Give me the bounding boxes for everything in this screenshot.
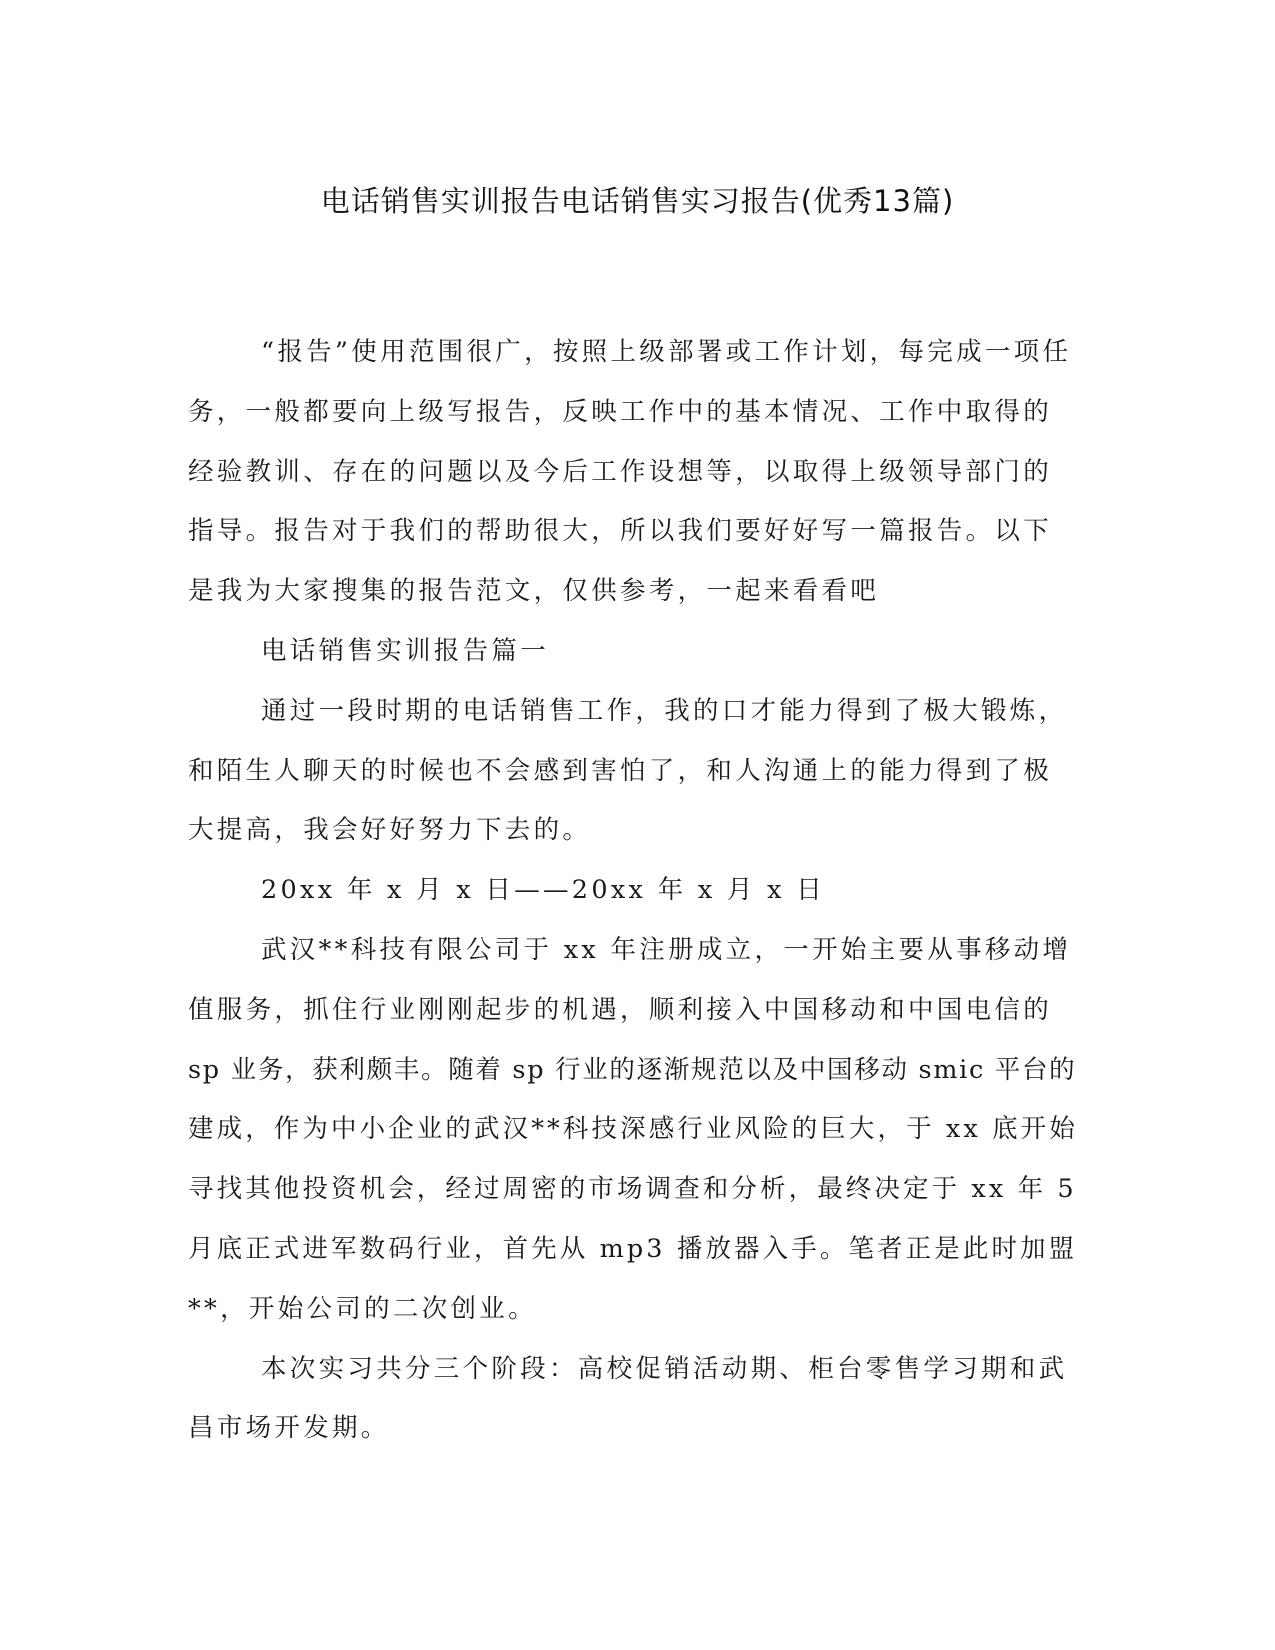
section-heading <box>188 622 1078 682</box>
text-line: 值服务，抓住行业刚刚起步的机遇，顺利接入中国移动和中国电信的 <box>188 994 1053 1025</box>
text-line: 通过一段时期的电话销售工作，我的口才能力得到了极大锻炼， <box>261 695 1068 726</box>
text-line: **，开始公司的二次创业。 <box>188 1293 537 1324</box>
text-line: 指导。报告对于我们的帮助很大，所以我们要好好写一篇报告。以下 <box>188 516 1053 547</box>
text-line: 月底正式进军数码行业，首先从 mp3 播放器入手。笔者正是此时加盟 <box>188 1233 1078 1264</box>
paragraph-stages <box>188 1340 1078 1460</box>
text-line: 20xx 年 x 月 x 日——20xx 年 x 月 x 日 <box>261 875 826 906</box>
text-line: 寻找其他投资机会，经过周密的市场调查和分析，最终决定于 xx 年 5 <box>188 1174 1077 1205</box>
text-line: 昌市场开发期。 <box>188 1413 390 1444</box>
paragraph-intro <box>188 323 1078 622</box>
text-line: 经验教训、存在的问题以及今后工作设想等，以取得上级领导部门的 <box>188 456 1053 487</box>
text-line: 是我为大家搜集的报告范文，仅供参考，一起来看看吧 <box>188 576 880 607</box>
text-line: 大提高，我会好好努力下去的。 <box>188 815 592 846</box>
text-line: 本次实习共分三个阶段：高校促销活动期、柜台零售学习期和武 <box>261 1353 1068 1384</box>
text-line: 务，一般都要向上级写报告，反映工作中的基本情况、工作中取得的 <box>188 396 1053 427</box>
text-line: 和陌生人聊天的时候也不会感到害怕了，和人沟通上的能力得到了极 <box>188 755 1053 786</box>
paragraph-date-range <box>188 861 1078 921</box>
text-line: 电话销售实训报告篇一 <box>261 635 550 666</box>
paragraph-experience <box>188 682 1078 861</box>
text-line: sp 业务，获利颇丰。随着 sp 行业的逐渐规范以及中国移动 smic 平台的 <box>188 1054 1077 1085</box>
text-line: 建成，作为中小企业的武汉**科技深感行业风险的巨大，于 xx 底开始 <box>188 1114 1078 1145</box>
document-title: 电话销售实训报告电话销售实习报告(优秀13篇) <box>320 184 955 218</box>
text-line: “报告”使用范围很广，按照上级部署或工作计划，每完成一项任 <box>261 337 1072 367</box>
paragraph-company <box>188 921 1078 1340</box>
document-body <box>188 323 1078 1459</box>
text-line: 武汉**科技有限公司于 xx 年注册成立，一开始主要从事移动增 <box>261 934 1072 965</box>
